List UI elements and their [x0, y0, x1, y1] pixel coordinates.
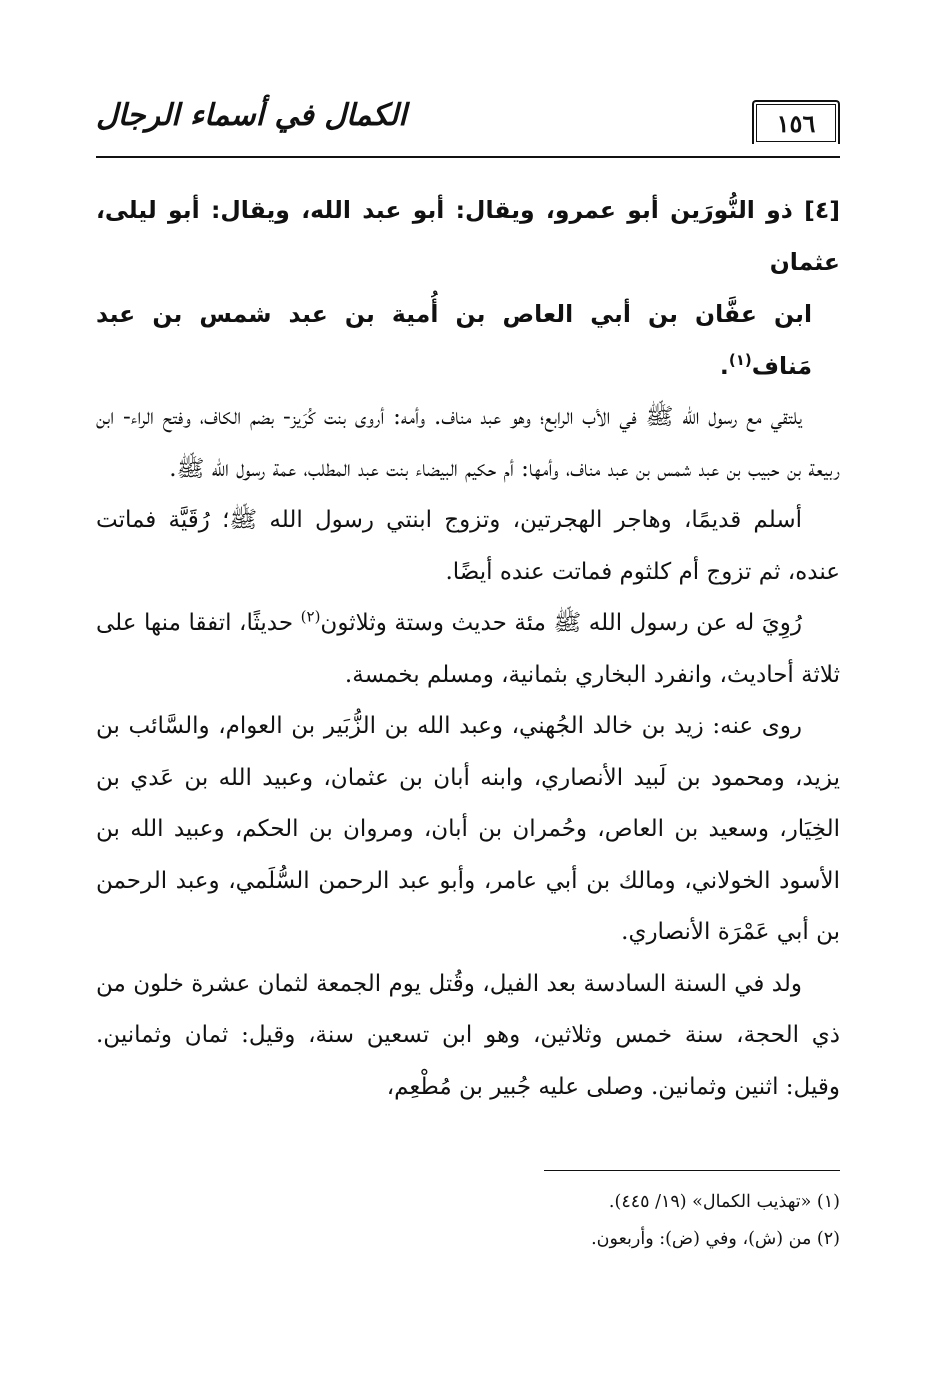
- entry-number: [٤]: [804, 196, 841, 224]
- page-number: ١٥٦: [752, 100, 840, 144]
- header-rule: [96, 156, 840, 158]
- paragraph-lineage: يلتقي مع رسول الله ﷺ في الأب الرابع؛ وهو عبد مناف. وأمه: أروى بنت كُرَيز- بضم الكاف، وفتح الراء- ابن ربيعة بن حبيب بن عبد شمس بن عبد مناف، وأمها: أم حكيم البيضاء بنت عبد المطلب، عمة رسول الله ﷺ.: [96, 404, 840, 482]
- paragraph-islam: أسلم قديمًا، وهاجر الهجرتين، وتزوج ابنتي رسول الله ﷺ؛ رُقَيَّة فماتت عنده، ثم تزوج أم كلثوم فماتت عنده أيضًا.: [96, 507, 840, 585]
- page-header: [96, 96, 840, 158]
- entry-heading-end: .: [719, 352, 729, 380]
- paragraph-hadith: [96, 598, 840, 701]
- footnote-separator: [544, 1170, 840, 1171]
- footnotes: [96, 1184, 840, 1258]
- entry-heading-line2-wrap: [96, 288, 840, 392]
- footnote-2: (٢) من (ش)، وفي (ض): وأربعون.: [591, 1229, 840, 1249]
- entry-heading-line1: ذو النُّورَين أبو عمرو، ويقال: أبو عبد الله، ويقال: أبو ليلى، عثمان: [96, 196, 840, 276]
- paragraph-hadith-b: حديثًا، اتفقا منها على ثلاثة أحاديث، وانفرد البخاري بثمانية، ومسلم بخمسة.: [96, 610, 840, 688]
- entry-heading: [96, 184, 840, 392]
- paragraph-birth-death: ولد في السنة السادسة بعد الفيل، وقُتل يوم الجمعة لثمان عشرة خلون من ذي الحجة، سنة خمس وثلاثين، وهو ابن تسعين سنة، وقيل: ثمان وثمانين. وقيل: اثنين وثمانين. وصلى عليه جُبير بن مُطْعِم،: [96, 970, 840, 1100]
- footnote-marker-1[interactable]: (١): [728, 351, 752, 370]
- footnote-1: (١) «تهذيب الكمال» (١٩/ ٤٤٥).: [608, 1192, 840, 1212]
- footnote-marker-2[interactable]: (٢): [300, 607, 321, 626]
- paragraph-narrators: روى عنه: زيد بن خالد الجُهني، وعبد الله بن الزُّبَير بن العوام، والسَّائب بن يزيد، ومحمود بن لَبيد الأنصاري، وابنه أبان بن عثمان، وعبيد الله بن عَدي بن الخِيَار، وسعيد بن العاص، وحُمران بن أبان، ومروان بن الحكم، وعبيد الله بن الأسود الخولاني، ومالك بن أبي عامر، وأبو عبد الرحمن السُّلَمي، وعبد الرحمن بن أبي عَمْرَة الأنصاري.: [96, 713, 840, 945]
- running-title: الكمال في أسماء الرجال: [96, 98, 407, 133]
- paragraph-hadith-a: رُوِيَ له عن رسول الله ﷺ مئة حديث وستة وثلاثون: [320, 610, 802, 636]
- body-text: [96, 184, 840, 1113]
- entry-heading-line2: ابن عفَّان بن أبي العاص بن أُمية بن عبد شمس بن عبد مَناف: [96, 300, 812, 380]
